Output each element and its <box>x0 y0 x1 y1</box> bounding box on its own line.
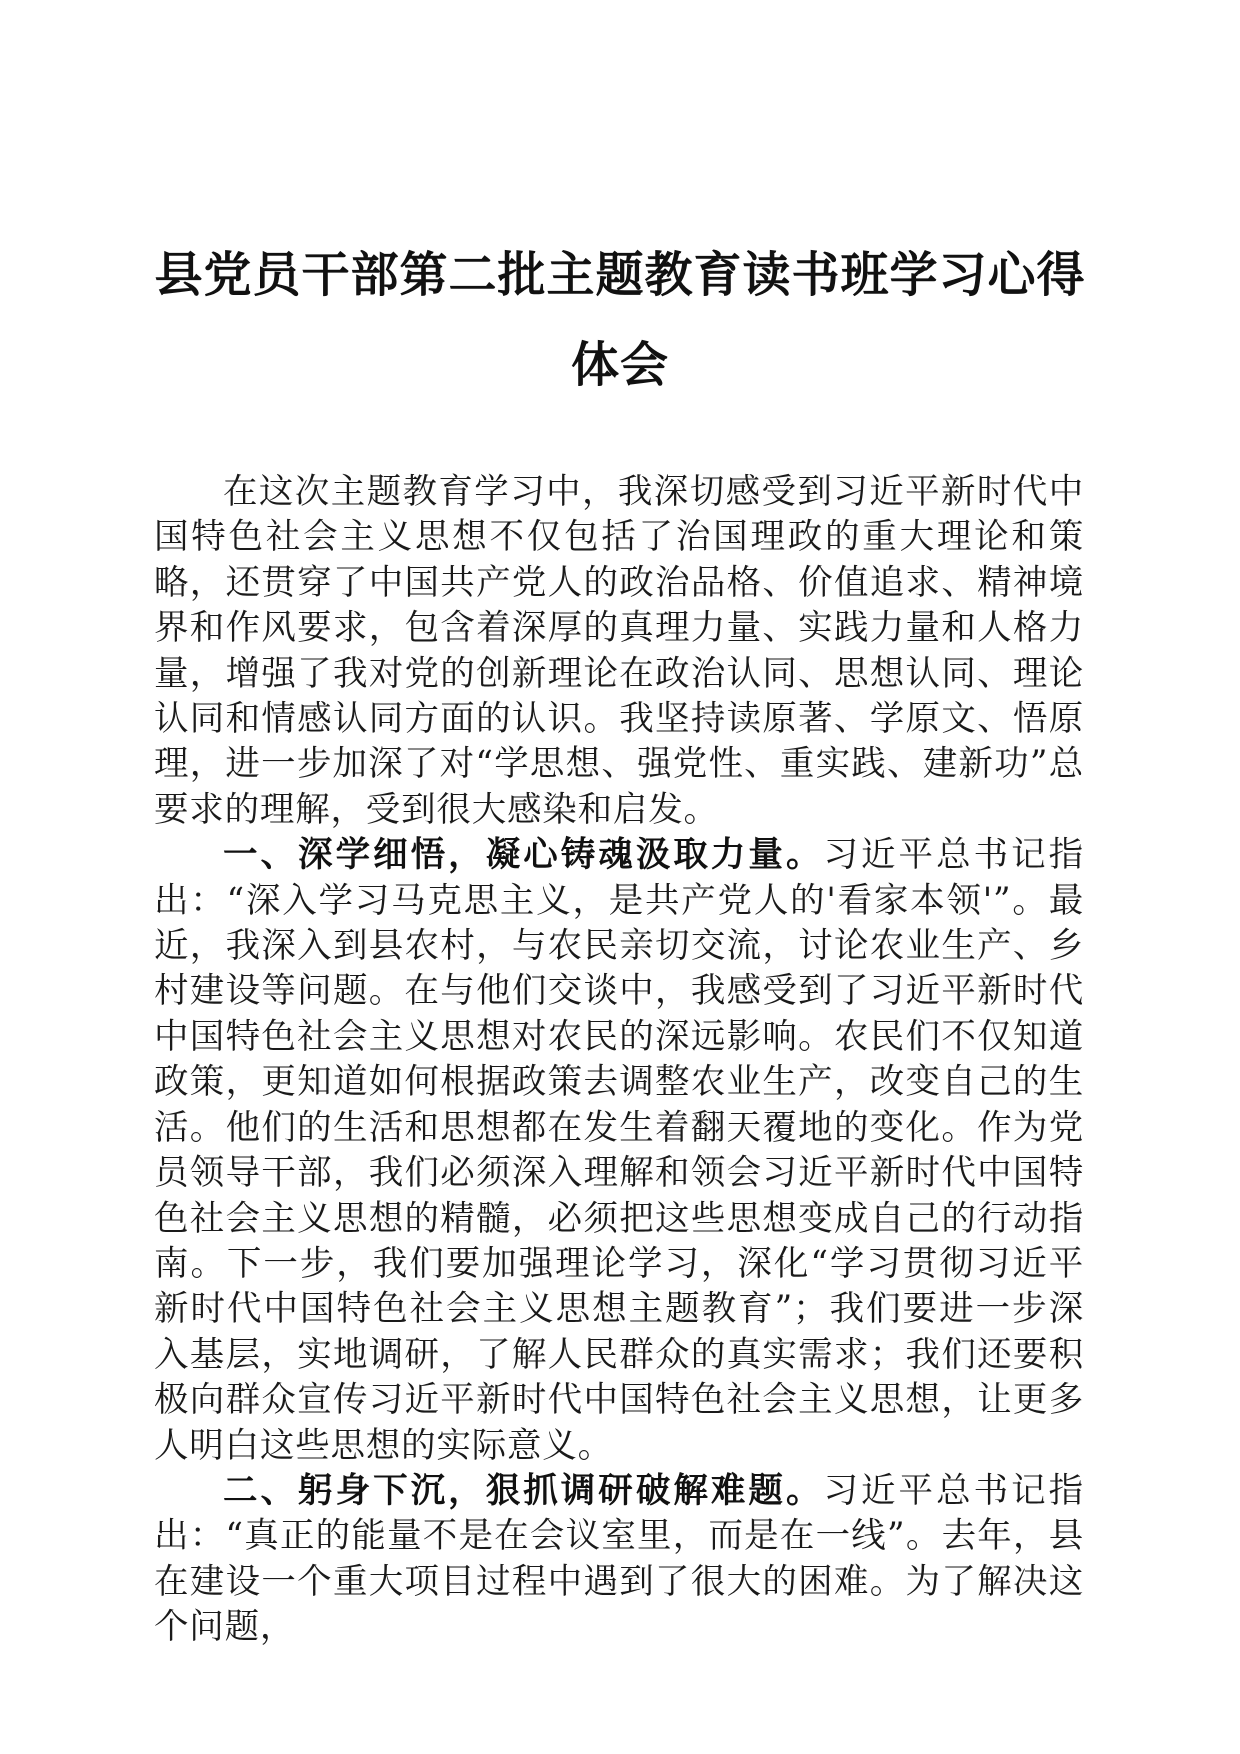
paragraph-text: 习近平总书记指出：“深入学习马克思主义，是共产党人的'看家本领'”。最近，我深入到县农村，与农民亲切交流，讨论农业生产、乡村建设等问题。在与他们交谈中，我感受到了习近平新时代中国特色社会主义思想对农民的深远影响。农民们不仅知道政策，更知道如何根据政策去调整农业生产，改变自己的生活。他们的生活和思想都在发生着翻天覆地的变化。作为党员领导干部，我们必须深入理解和领会习近平新时代中国特色社会主义思想的精髓，必须把这些思想变成自己的行动指南。下一步，我们要加强理论学习，深化“学习贯彻习近平新时代中国特色社会主义思想主题教育”；我们要进一步深入基层，实地调研，了解人民群众的真实需求；我们还要积极向群众宣传习近平新时代中国特色社会主义思想，让更多人明白这些思想的实际意义。 <box>154 835 1084 1466</box>
paragraph-intro <box>154 470 1084 833</box>
document-title: 县党员干部第二批主题教育读书班学习心得体会 <box>154 247 1086 393</box>
paragraph-section-1 <box>154 833 1084 1469</box>
section-heading: 二、躬身下沉，狠抓调研破解难题。 <box>223 1470 824 1511</box>
section-heading: 一、深学细悟，凝心铸魂汲取力量。 <box>223 835 824 876</box>
document-body <box>154 470 1084 1651</box>
paragraph-text: 习近平总书记指出：“真正的能量不是在会议室里，而是在一线”。去年，县在建设一个重大项目过程中遇到了很大的困难。为了解决这个问题， <box>154 1470 1084 1648</box>
paragraph-text: 在这次主题教育学习中，我深切感受到习近平新时代中国特色社会主义思想不仅包括了治国理政的重大理论和策略，还贯穿了中国共产党人的政治品格、价值追求、精神境界和作风要求，包含着深厚的真理力量、实践力量和人格力量，增强了我对党的创新理论在政治认同、思想认同、理论认同和情感认同方面的认识。我坚持读原著、学原文、悟原理，进一步加深了对“学思想、强党性、重实践、建新功”总要求的理解，受到很大感染和启发。 <box>154 472 1084 830</box>
paragraph-section-2 <box>154 1469 1084 1651</box>
